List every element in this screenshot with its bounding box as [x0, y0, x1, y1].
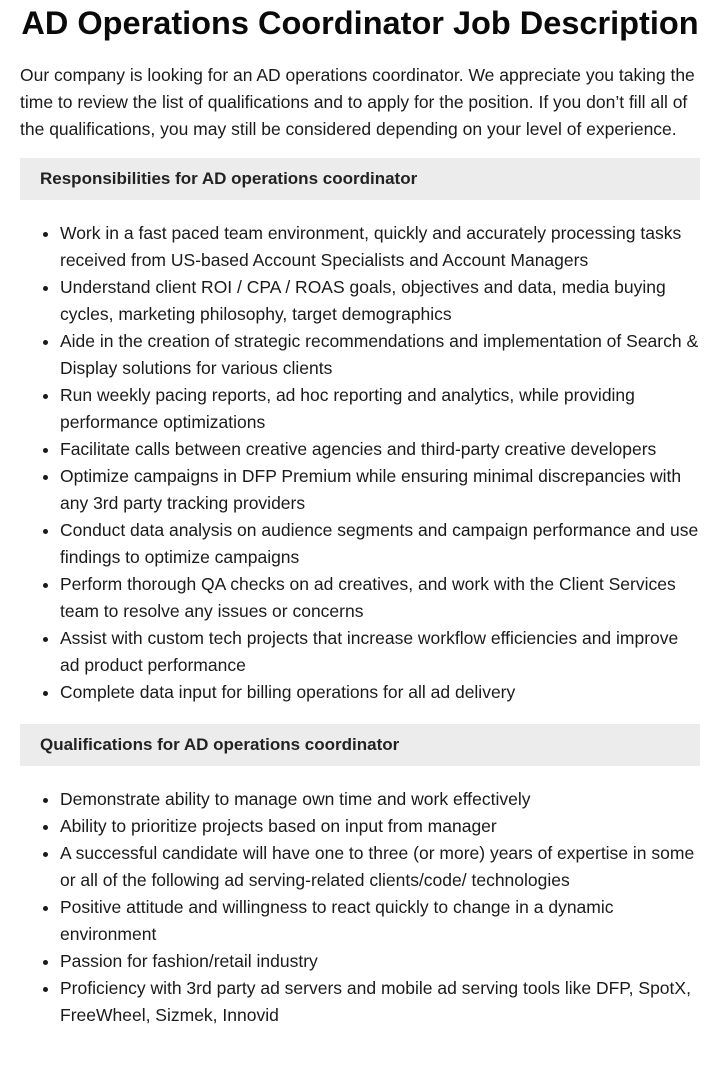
- qualification-item: A successful candidate will have one to three (or more) years of expertise in some or all of the following ad serving-related clients/code/ technologies: [60, 840, 700, 894]
- responsibilities-list: [20, 220, 700, 706]
- qualification-item: Ability to prioritize projects based on input from manager: [60, 813, 700, 840]
- responsibilities-heading: Responsibilities for AD operations coordinator: [20, 158, 700, 200]
- responsibility-item: Run weekly pacing reports, ad hoc reporting and analytics, while providing performance optimizations: [60, 382, 700, 436]
- responsibility-item: Assist with custom tech projects that increase workflow efficiencies and improve ad product performance: [60, 625, 700, 679]
- qualification-item: Demonstrate ability to manage own time and work effectively: [60, 786, 700, 813]
- responsibility-item: Complete data input for billing operations for all ad delivery: [60, 679, 700, 706]
- responsibility-item: Perform thorough QA checks on ad creatives, and work with the Client Services team to resolve any issues or concerns: [60, 571, 700, 625]
- intro-paragraph: Our company is looking for an AD operations coordinator. We appreciate you taking the time to review the list of qualifications and to apply for the position. If you don’t fill all of the qualifications, you may still be considered depending on your level of experience.: [20, 65, 695, 139]
- qualification-item: Proficiency with 3rd party ad servers and mobile ad serving tools like DFP, SpotX, FreeWheel, Sizmek, Innovid: [60, 975, 700, 1029]
- responsibility-item: Understand client ROI / CPA / ROAS goals, objectives and data, media buying cycles, marketing philosophy, target demographics: [60, 274, 700, 328]
- qualifications-heading: Qualifications for AD operations coordinator: [20, 724, 700, 766]
- responsibility-item: Optimize campaigns in DFP Premium while ensuring minimal discrepancies with any 3rd party tracking providers: [60, 463, 700, 517]
- responsibility-item: Facilitate calls between creative agencies and third-party creative developers: [60, 436, 700, 463]
- responsibility-item: Conduct data analysis on audience segments and campaign performance and use findings to optimize campaigns: [60, 517, 700, 571]
- qualifications-list: [20, 786, 700, 1029]
- qualification-item: Passion for fashion/retail industry: [60, 948, 700, 975]
- responsibility-item: Aide in the creation of strategic recommendations and implementation of Search & Display solutions for various clients: [60, 328, 700, 382]
- responsibility-item: Work in a fast paced team environment, quickly and accurately processing tasks received from US-based Account Specialists and Account Managers: [60, 220, 700, 274]
- page-title: AD Operations Coordinator Job Description: [21, 5, 699, 41]
- qualification-item: Positive attitude and willingness to react quickly to change in a dynamic environment: [60, 894, 700, 948]
